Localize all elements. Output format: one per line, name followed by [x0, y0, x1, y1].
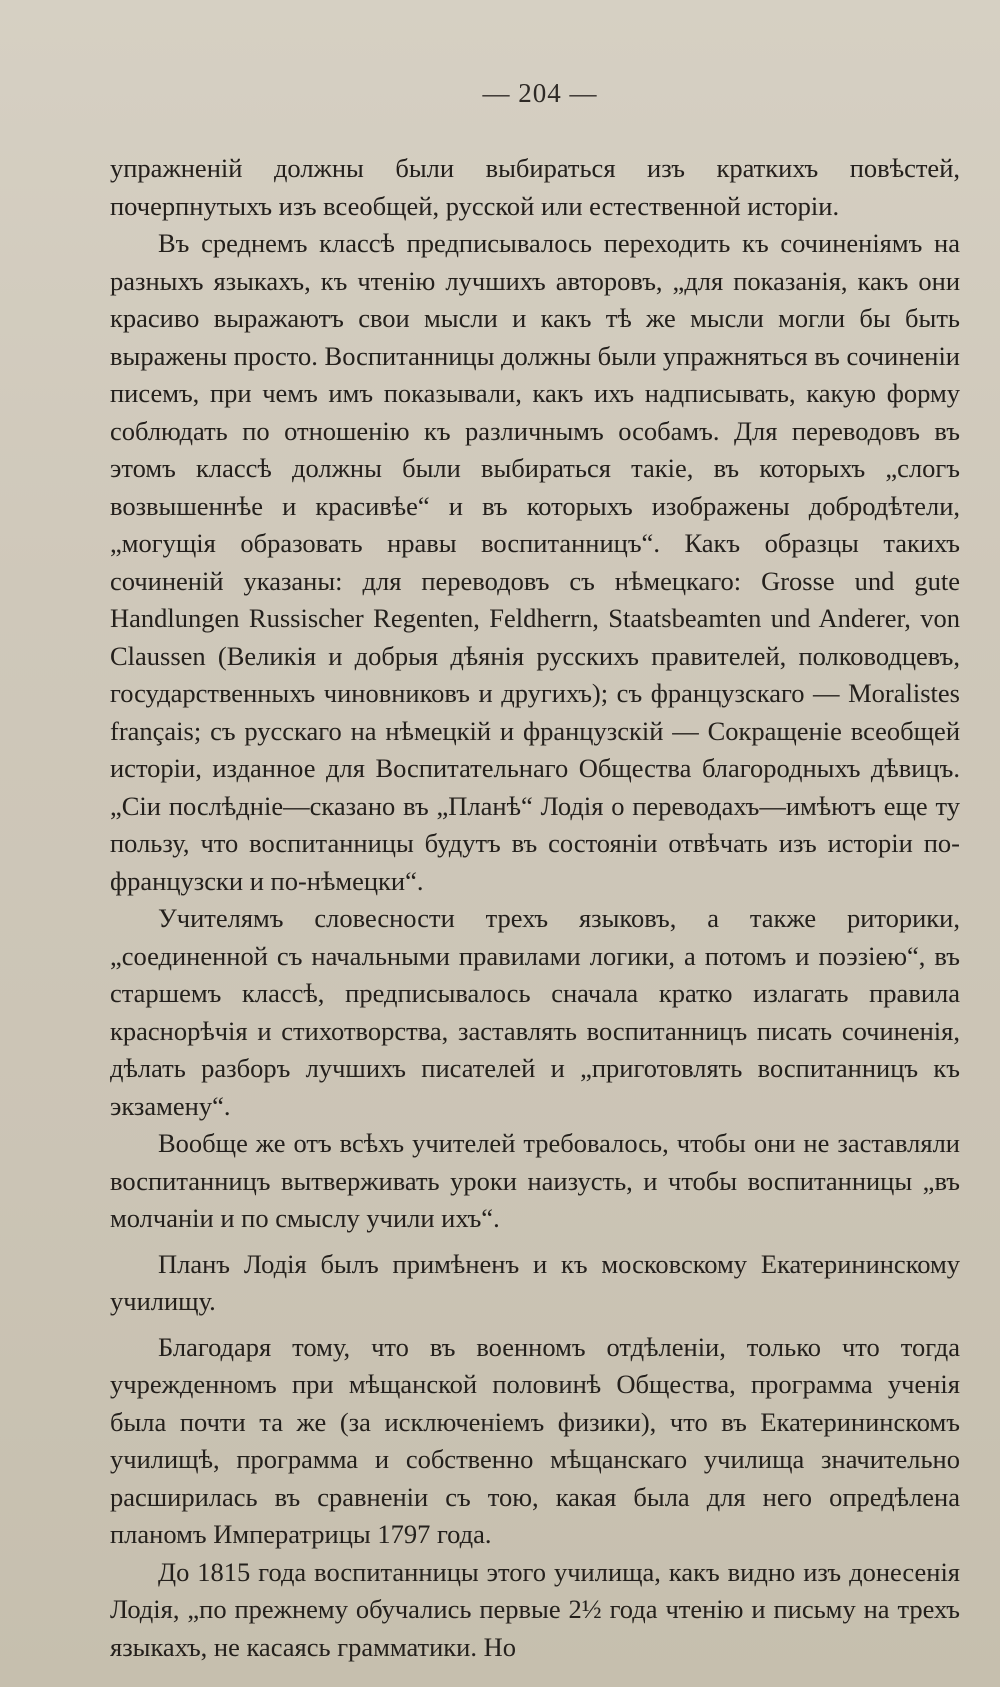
paragraph-7: До 1815 года воспитанницы этого училища, какъ видно изъ донесенія Лодія, „по прежнему обучались первые 2½ года чтенію и письму на трехъ языкахъ, не касаясь грамматики. Но	[110, 1556, 960, 1662]
paragraph-3: Учителямъ словесности трехъ языковъ, а также риторики, „соединенной съ начальными правилами логики, а потомъ и поэзіею“, въ старшемъ классѣ, предписывалось сначала кратко излагать правила краснорѣчія и стихотворства, заставлять воспитанницъ писать сочиненія, дѣлать разборъ лучшихъ писателей и „приготовлять воспитанницъ къ экзамену“.	[110, 903, 960, 1121]
paragraph-5: Планъ Лодія былъ примѣненъ и къ московскому Екатерининскому училищу.	[110, 1248, 960, 1316]
paragraph-6: Благодаря тому, что въ военномъ отдѣленіи, только что тогда учрежденномъ при мѣщанской половинѣ Общества, программа ученія была почти та же (за исключеніемъ физики), что въ Екатерининскомъ училищѣ, программа и собственно мѣщанскаго училища значительно расширилась въ сравненіи съ тою, какая была для него опредѣлена планомъ Императрицы 1797 года.	[110, 1331, 960, 1549]
paragraph-2: Въ среднемъ классѣ предписывалось переходить къ сочиненіямъ на разныхъ языкахъ, къ чтенію лучшихъ авторовъ, „для показанія, какъ они красиво выражаютъ свои мысли и какъ тѣ же мысли могли бы быть выражены просто. Воспитанницы должны были упражняться въ сочиненіи писемъ, при чемъ имъ показывали, какъ ихъ надписывать, какую форму соблюдать по отношенію къ различнымъ особамъ. Для переводовъ въ этомъ классѣ должны были выбираться такіе, въ которыхъ „слогъ возвышеннѣе и красивѣе“ и въ которыхъ изображены добродѣтели, „могущія образовать нравы воспитанницъ“. Какъ образцы такихъ сочиненій указаны: для переводовъ съ нѣмецкаго: Grosse und gute Handlungen Russischer Regenten, Feldherrn, Staatsbeamten und Anderer, von Claussen (Великія и добрыя дѣянія русскихъ правителей, полководцевъ, государственныхъ чиновниковъ и другихъ); съ французскаго — Moralistes français; съ русскаго на нѣмецкій и французскій — Сокращеніе всеобщей исторіи, изданное для Воспитательнаго Общества благородныхъ дѣвицъ. „Сіи послѣдніе—сказано въ „Планѣ“ Лодія о переводахъ—имѣютъ еще ту пользу, что воспитанницы будутъ въ состояніи отвѣчать изъ исторіи по-французски и по-нѣмецки“.	[110, 228, 960, 896]
paragraph-1: упражненій должны были выбираться изъ краткихъ повѣстей, почерпнутыхъ изъ всеобщей, русской или естественной исторіи.	[110, 153, 960, 221]
paragraph-4: Вообще же отъ всѣхъ учителей требовалось, чтобы они не заставляли воспитанницъ вытверживать уроки наизусть, и чтобы воспитанницы „въ молчаніи и по смыслу учили ихъ“.	[110, 1128, 960, 1233]
page-number: — 204 —	[482, 78, 598, 108]
page-text	[110, 150, 960, 1666]
